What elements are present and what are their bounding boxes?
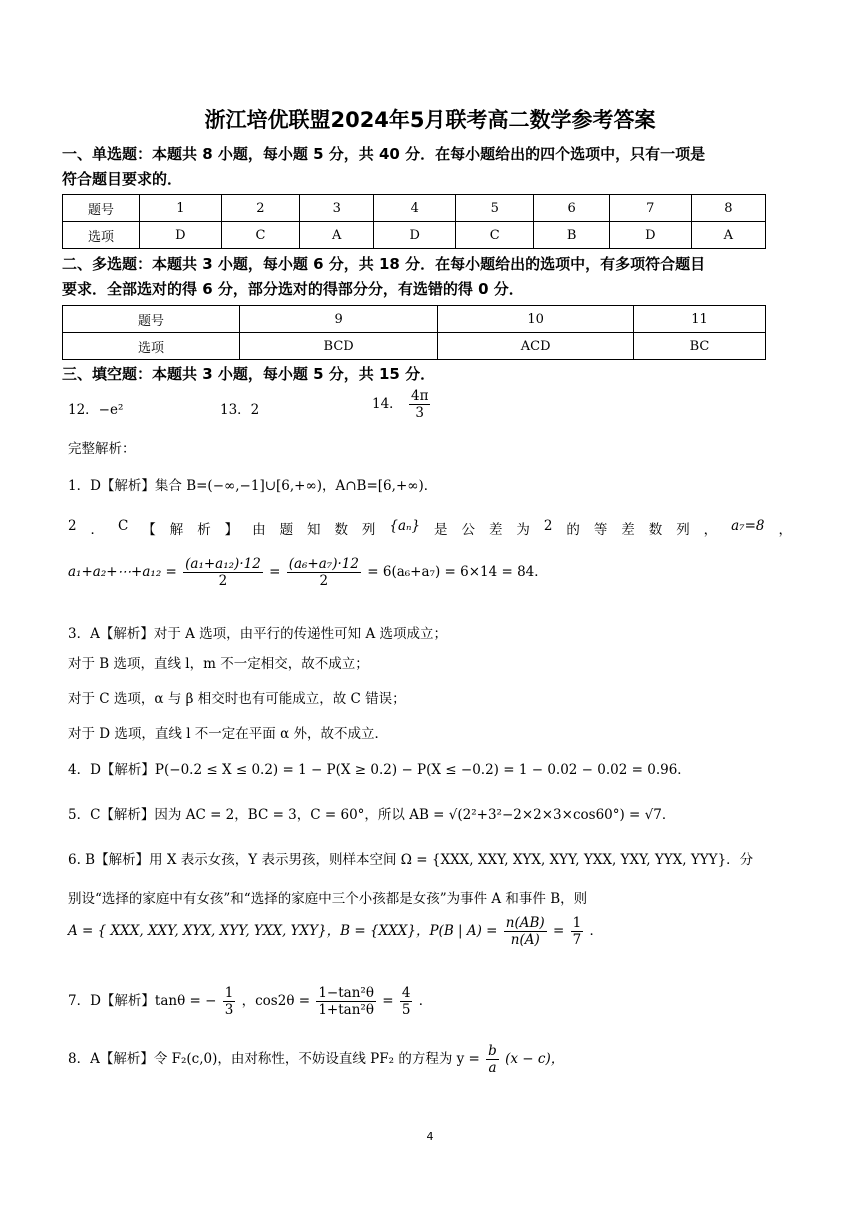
answer-11: BC: [633, 333, 765, 360]
fraction-numerator: 1: [572, 915, 582, 931]
text-token: 数: [334, 522, 348, 538]
answer-2: C: [221, 222, 299, 249]
full-solution-label: 完整解析：: [68, 441, 136, 457]
text-token: 的: [566, 522, 580, 538]
equation-part: ，cos2θ =: [241, 993, 311, 1009]
text-token: 】: [224, 522, 239, 538]
fraction-numerator: 1: [224, 985, 234, 1001]
text-token: 解: [169, 522, 184, 538]
answer-13: 13．2: [220, 402, 260, 418]
fraction-denominator: 2: [218, 573, 228, 589]
answer-7: D: [609, 222, 691, 249]
fraction-denominator: 5: [401, 1002, 411, 1018]
answer-14-prefix: 14．: [372, 396, 403, 412]
question-number-1: 1: [140, 195, 222, 222]
fraction: [400, 985, 413, 1018]
answer-4: D: [374, 222, 456, 249]
question-number-5: 5: [456, 195, 534, 222]
text-token: C: [118, 518, 129, 534]
question-number-7: 7: [609, 195, 691, 222]
section-single-choice-line2: 符合题目要求的．: [62, 170, 183, 188]
text-token: 差: [621, 522, 635, 538]
answer-3: A: [300, 222, 374, 249]
fraction: [571, 915, 584, 948]
equation-part: (x − c)，: [505, 1051, 565, 1067]
question-number-4: 4: [374, 195, 456, 222]
section-multiple-choice: [62, 252, 798, 302]
fraction: [409, 388, 430, 421]
fraction-numerator: (a₆+a₇)·12: [288, 556, 359, 572]
answer-12: 12．−e²: [68, 402, 124, 418]
fraction-denominator: 7: [572, 932, 582, 948]
text-token: 差: [488, 522, 503, 538]
table-header-cell: 题号: [63, 306, 240, 333]
question-number-11: 11: [633, 306, 765, 333]
fraction-numerator: 4π: [410, 388, 429, 404]
question-number-8: 8: [691, 195, 765, 222]
page-title: 浙江培优联盟2024年5月联考高二数学参考答案: [204, 108, 656, 132]
fraction-denominator: n(A): [510, 932, 540, 948]
solution-5: 5．C【解析】因为 AC = 2，BC = 3，C = 60°，所以 AB = √(2²+3²−2×2×3×cos60°) = √7．: [68, 807, 676, 823]
solution-3-line4: 对于 D 选项，直线 l 不一定在平面 α 外，故不成立．: [68, 726, 389, 742]
solution-8: [68, 1043, 564, 1076]
text-token: ，: [703, 522, 718, 538]
fraction-numerator: 1−tan²θ: [318, 985, 374, 1001]
solution-2-line1: [68, 518, 792, 538]
answer-1: D: [140, 222, 222, 249]
text-token: 等: [593, 522, 608, 538]
answer-9: BCD: [240, 333, 438, 360]
equation-part: ．: [589, 923, 603, 939]
text-token: ．: [90, 522, 105, 538]
text-token: 列: [361, 522, 376, 538]
text-token: 数: [648, 522, 663, 538]
fraction-denominator: 2: [319, 573, 329, 589]
section-fill-in: 三、填空题：本题共 3 小题，每小题 5 分，共 15 分．: [62, 365, 436, 383]
answer-8: A: [691, 222, 765, 249]
fraction: [486, 1043, 499, 1076]
equation-part: =: [553, 923, 565, 939]
question-number-10: 10: [438, 306, 634, 333]
solution-4: 4．D【解析】P(−0.2 ≤ X ≤ 0.2) = 1 − P(X ≥ 0.2) − P(X ≤ −0.2) = 1 − 0.02 − 0.02 = 0.96．: [68, 762, 691, 778]
fraction-numerator: (a₁+a₁₂)·12: [185, 556, 261, 572]
text-token: 题: [279, 522, 294, 538]
question-number-6: 6: [534, 195, 610, 222]
table-header-cell: 题号: [63, 195, 140, 222]
equation-part: =: [382, 993, 394, 1009]
text-token: 2: [543, 518, 553, 534]
fraction-denominator: a: [488, 1060, 497, 1076]
equation-part: =: [269, 564, 281, 580]
text-token: 由: [252, 522, 266, 538]
equation-part: ．: [418, 993, 433, 1009]
solution-6-line2: 别设“选择的家庭中有女孩”和“选择的家庭中三个小孩都是女孩”为事件 A 和事件 B，则: [68, 891, 588, 907]
equation-part: 8．A【解析】令 F₂(c,0)，由对称性，不妨设直线 PF₂ 的方程为 y =: [68, 1051, 480, 1067]
solution-7: [68, 985, 432, 1018]
text-token: 是: [434, 522, 448, 538]
solution-3-line3: 对于 C 选项，α 与 β 相交时也有可能成立，故 C 错误；: [68, 691, 406, 707]
answer-6: B: [534, 222, 610, 249]
text-token: {aₙ}: [389, 518, 421, 534]
solution-3-line2: 对于 B 选项，直线 l，m 不一定相交，故不成立；: [68, 656, 369, 672]
text-token: 析: [197, 522, 211, 538]
text-token: 【: [142, 522, 156, 538]
equation-part: = 6(a₆+a₇) = 6×14 = 84．: [367, 564, 548, 580]
fraction-numerator: b: [488, 1043, 497, 1059]
equation-part: a₁+a₂+⋯+a₁₂ =: [68, 564, 177, 580]
table-row: [63, 306, 766, 333]
question-number-9: 9: [240, 306, 438, 333]
text-token: a₇=8: [731, 518, 765, 534]
table-row: [63, 195, 766, 222]
section-single-choice-line1: 一、单选题：本题共 8 小题，每小题 5 分，共 40 分．在每小题给出的四个选项中，只有一项是: [62, 145, 706, 163]
text-token: 为: [516, 522, 530, 538]
fraction: [316, 985, 376, 1018]
section-single-choice: [62, 142, 798, 192]
section-multiple-choice-line1: 二、多选题：本题共 3 小题，每小题 6 分，共 18 分．在每小题给出的选项中，有多项符合题目: [62, 255, 706, 273]
text-token: 列: [676, 522, 690, 538]
fraction-numerator: n(AB): [505, 915, 545, 931]
solution-2-line2: [68, 556, 548, 589]
answer-14: [372, 388, 432, 421]
question-number-3: 3: [300, 195, 374, 222]
text-token: 知: [307, 522, 321, 538]
equation-part: 7．D【解析】tanθ = −: [68, 993, 217, 1009]
table-row: [63, 222, 766, 249]
multiple-choice-answer-table: [62, 305, 766, 360]
table-header-cell: 选项: [63, 333, 240, 360]
fraction-numerator: 4: [401, 985, 411, 1001]
solution-1: 1．D【解析】集合 B=(−∞,−1]∪[6,+∞)，A∩B=[6,+∞)．: [68, 478, 438, 494]
solution-6-line1: 6. B【解析】用 X 表示女孩，Y 表示男孩，则样本空间 Ω = {XXX, XXY, XYX, XYY, YXX, YXY, YYX, YYY}．分: [68, 852, 754, 868]
fraction-denominator: 3: [224, 1002, 234, 1018]
fraction: [183, 556, 263, 589]
question-number-2: 2: [221, 195, 299, 222]
text-token: 2: [68, 518, 77, 534]
solution-6-line3: [68, 915, 603, 948]
fraction-denominator: 1+tan²θ: [318, 1002, 374, 1018]
page-number: 4: [426, 1130, 434, 1143]
table-header-cell: 选项: [63, 222, 140, 249]
answer-10: ACD: [438, 333, 634, 360]
table-row: [63, 333, 766, 360]
fraction-denominator: 3: [415, 405, 425, 421]
section-multiple-choice-line2: 要求．全部选对的得 6 分，部分选对的得部分分，有选错的得 0 分．: [62, 280, 524, 298]
fraction: [287, 556, 361, 589]
equation-part: A = { XXX, XXY, XYX, XYY, YXX, YXY}，B = {XXX}，P(B | A) =: [68, 923, 498, 939]
solution-3-line1: 3．A【解析】对于 A 选项，由平行的传递性可知 A 选项成立；: [68, 626, 448, 642]
fraction: [504, 915, 547, 948]
answer-5: C: [456, 222, 534, 249]
fraction: [223, 985, 236, 1018]
text-token: 公: [461, 522, 475, 538]
text-token: ，: [778, 522, 792, 538]
single-choice-answer-table: [62, 194, 766, 249]
